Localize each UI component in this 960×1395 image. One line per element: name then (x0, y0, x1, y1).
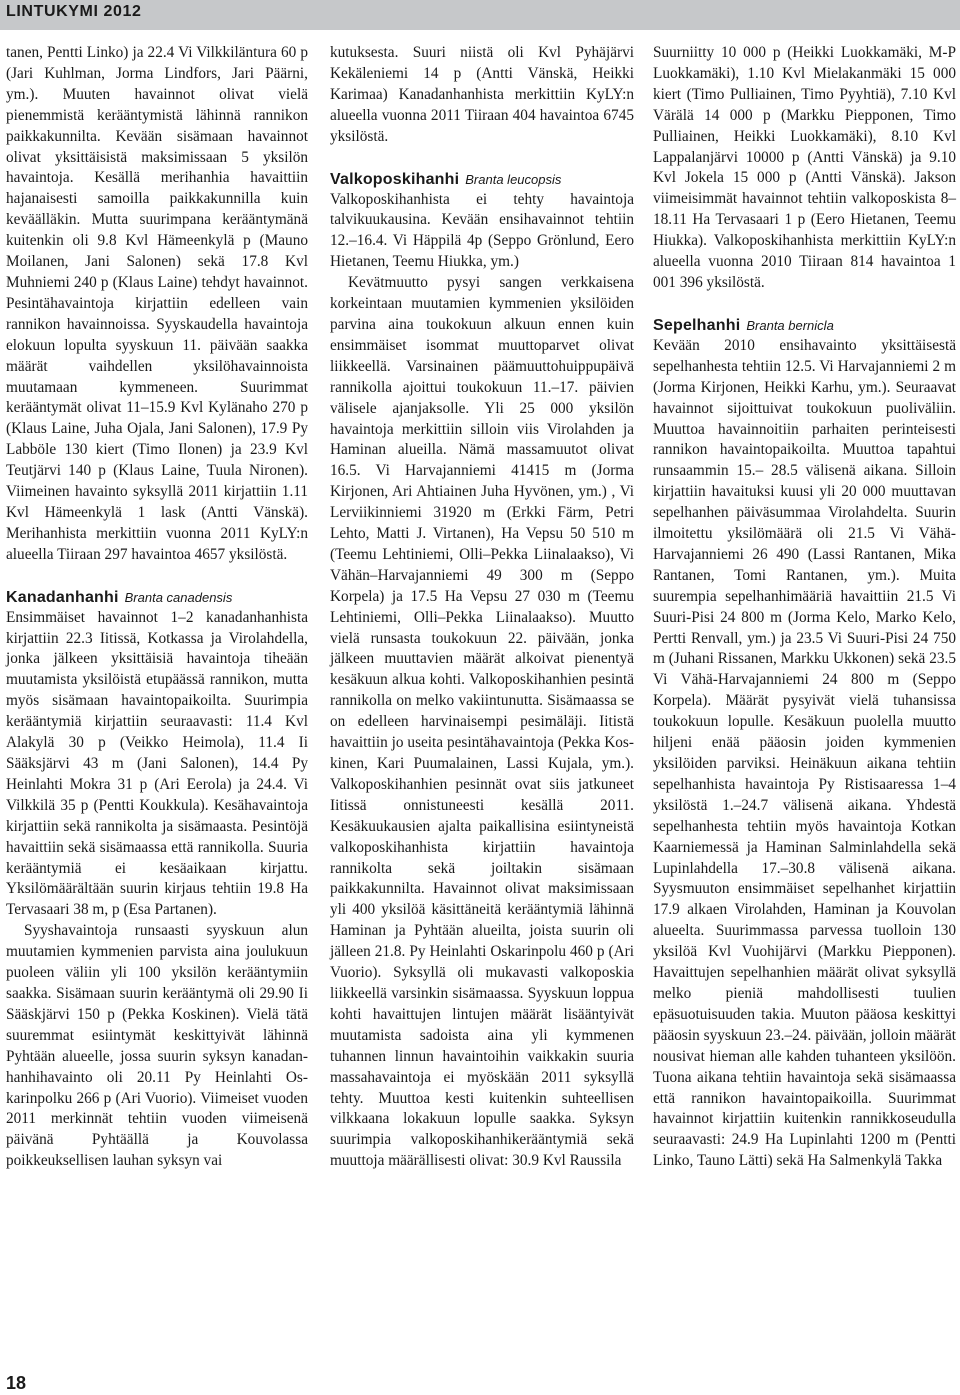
text-column-3 (653, 43, 956, 1172)
species-heading-finnish: Kanadanhanhi (6, 588, 119, 606)
paragraph: Kevätmuutto pysyi sangen verkkaisena korkeintaan muutamien kymmenien yksilöiden parvina aina toukokuun alkuun ennen kuin ensimmäiset isommat muuttoparvet olivat liikkeellä. Varsinainen päämuuttohuippupäivä rannikolla ajoittui toukokuun 11.–17. päivien välisele ajanjaksolle. Yli 25 000 yksilön havaintoja merkittiin silloin viis Virolahden ja Haminan alueilla. Nämä massamuutot olivat 16.5. Vi Harvajanniemi 41415 m (Jorma Kirjonen, Ari Ahtiainen Juha Hyvönen, ym.) , Vi Lerviikinniemi 31920 m (Erkki Färm, Petri Lehto, Matti J. Virtanen), Ha Vepsu 50 510 m (Teemu Lehtiniemi, Olli–Pekka Liinalaakso), Vi Vähän–Harvajanniemi 49 300 m (Seppo Korpela) ja 17.5 Ha Vepsu 27 030 m (Teemu Lehtiniemi, Olli–Pekka Liinalaakso). Muutto vielä runsasta toukokuun 22. päivään, jonka jälkeen muuttavien määrät alkoivat pienentyä kesäkuun alkua kohti. Valkoposkihanhien pesintä rannikolla on melko vakiintunutta. Sisämaassa se on edelleen harvinaisempi pesimäläji. Iitistä havaittiin jo useita pesintähavaintoja (Pekka Koskinen, Kari Puumalainen, Lassi Kujala, ym.). Valkoposkihanhien pesinnät ovat siis jatkuneet Iitissä onnistuneesti kesällä 2011. Kesäkuukausien ajalta paikallisina esiintyneistä valkoposkihanhista kirjattiin havaintoja rannikolta sekä joiltakin sisämaan paikkakunnilta. Havainnot olivat maksimissaan yli 400 yksilöä käsittäneitä kerääntymiä lähinnä Haminan ja Pyhtään alueilta, joista suurin oli jälleen 21.8. Py Heinlahti Oskarinpolu 460 p (Ari Vuorio). Syksyllä oli mukavasti valkoposkia liikkeellä varsinkin sisämaassa. Syyskuun loppua kohti havaittujen lintujen määrät lisääntyivät muutamista sadoista aina yli kymmenen tuhannen linnun havaintoihin vaikkakin suuria massahavaintoja ei myöskään 2011 syksyllä tehty. Muuttoa kesti kuitenkin suhteellisen vilkkaana lokakuun lopulle saakka. Syksyn suurimpia valkoposkihanhikerääntymiä sekä muuttoja määrällisesti olivat: 30.9 Kvl Raussila (330, 274, 634, 1170)
header-band (0, 0, 960, 30)
paragraph: kutuksesta. Suuri niistä oli Kvl Pyhäjärvi Kekäleniemi 14 p (Antti Vänskä, Heikki Karimaa) Kanadanhanhista merkittiin KyLY:n alueella vuonna 2011 Tiiraan 404 havaintoa 6745 yksilöstä. (330, 44, 634, 145)
text-column-2 (330, 43, 634, 1172)
paragraph: Syyshavaintoja runsaasti syyskuun alun muutamien kymmenien parvista aina joulukuun puoleen väliin yli 100 yksilön kerääntymiin saakka. Sisämaan suurin kerääntymä oli 29.90 Ii Sääskjärvi 150 p (Pekka Koskinen). Vielä tätä suuremmat esiintymät keskittyivät lähinnä Pyhtään alueelle, jossa suurin syksyn kanadanhanhihavainto oli 20.11 Py Heinlahti Oskarinpolku 266 p (Ari Vuorio). Viimeiset vuoden 2011 merkinnät tehtiin vuoden viimeisenä päivänä Pyhtäällä ja Kouvolassa poikkeuksellisen lauhan syksyn vai (6, 922, 308, 1170)
page-number: 18 (6, 1373, 27, 1393)
paragraph: Valkoposkihanhista ei tehty havaintoja talvikuukausina. Kevään ensihavainnot tehtiin 12.–16.4. Vi Häppilä 4p (Seppo Grönlund, Eero Hietanen, Teemu Hiukka, ym.) (330, 190, 634, 271)
species-heading-kanadanhanhi (6, 587, 308, 608)
publication-title: LINTUKYMI 2012 (6, 3, 142, 20)
paragraph: Ensimmäiset havainnot 1–2 kanadanhanhista kirjattiin 22.3 Iitissä, Kotkassa ja Virolahdella, jonka jälkeen yksittäisiä havaintoja tiheään muutamista yksilöistä etupäässä rannikon, mutta myös sisämaan havaintopaikoilta. Suurimpia kerääntymiä kirjattiin seuraavasti: 11.4 Kvl Alakylä 30 p (Veikko Heimola), 11.4 Ii Sääksjärvi 43 m (Jani Salonen), 14.4 Py Heinlahti Mokra 31 p (Ari Eerola) ja 24.4. Vi Vilkkilä 35 p (Pentti Koukkula). Kesähavaintoja kirjattiin sekä rannikolta ja sisämaasta. Pesintöjä havaittiin sekä sisämaassa että rannikolla. Suuria kerääntymiä ei kesäaikaan kirjattu. Yksilömäärältään suurin kirjaus tehtiin 19.8 Ha Tervasaari 38 m, p (Esa Partanen). (6, 608, 308, 919)
text-column-1 (6, 43, 308, 1172)
species-heading-finnish: Sepelhanhi (653, 316, 741, 334)
paragraph: Suurniitty 10 000 p (Heikki Luokkamäki, M-P Luokkamäki), 1.10 Kvl Mielakanmäki 15 000 kiert (Timo Pulliainen, Timo Pyyhtiä), 7.10 Kvl Värälä 14 000 p (Markku Piepponen, Timo Pulliainen, Heikki Luokkamäki), 8.10 Kvl Lappalanjärvi 10000 p (Antti Vänskä) ja 9.10 Kvl Jokela 15 000 p (Antti Vänskä). Jakson viimeisimmät havainnot tehtiin valkoposkista 8–18.11 Ha Tervasaari 1 p (Eero Hietanen, Teemu Hiukka). Valkoposkihanhista merkittiin KyLY:n alueella vuonna 2010 Tiiraan 814 havaintoa 1 001 396 yksilöstä. (653, 44, 956, 291)
species-heading-sepelhanhi (653, 315, 956, 336)
species-heading-finnish: Valkoposkihanhi (330, 170, 460, 188)
paragraph: tanen, Pentti Linko) ja 22.4 Vi Vilkkiläntura 60 p (Jari Kuhlman, Jorma Lindfors, Jari Päärni, ym.). Muuten havainnot olivat vielä pienemmistä kerääntymistä lähinnä rannikon paikkakunnilta. Kevään sisämaan havainnot olivat yksittäisistä maksimissaan 5 yksilön havaintoja. Kesällä merihanhia havaittiin hajanaisesti samoilla paikkakunnilla kuin keväälläkin. Mutta suurimpana kerääntymänä kuitenkin oli 9.8 Kvl Hämeenkylä p (Mauno Moilanen, Jani Salonen) sekä 17.8 Kvl Muhniemi 240 p (Klaus Laine) tehdyt havainnot. Pesintähavaintoja kirjattiin edelleen vain rannikon havainnoissa. Syyskaudella havaintoja elokuun lopulta syyskuun 11. päivään saakka määrät vaihdellen yksilöhavainnoista muutamaan kymmeneen. Suurimmat kerääntymät olivat 11–15.9 Kvl Kylänaho 270 p (Klaus Laine, Juha Ojala, Jani Salonen), 17.9 Py Labböle 130 kiert (Timo Ilonen) ja 23.9 Kvl Teutjärvi 140 p (Klaus Laine, Tuula Nironen). Viimeinen havainto syksyllä 2011 kirjattiin 1.11 Kvl Hämeenkylä 1 lask (Antti Vänskä). Merihanhista merkittiin vuonna 2011 KyLY:n alueella Tiiraan 297 havaintoa 4657 yksilöstä. (6, 44, 308, 563)
species-heading-scientific: Branta canadensis (124, 589, 233, 605)
paragraph: Kevään 2010 ensihavainto yksittäisestä sepelhanhesta tehtiin 12.5. Vi Harvajanniemi 2 m (Jorma Kirjonen, Heikki Karhu, ym.). Seuraavat havainnot sijoittuivat toukokuun puoliväliin. Muuttoa havainnoitiin parhaiten perinteisesti rannikon havaintopaikoilta. Muuttoa tapahtui runsaammin 15.– 28.5 välisenä aikana. Silloin kirjattiin havaituksi kuusi yli 20 000 muuttavan sepelhanhen päiväsummaa Virolahdelta. Suurin ilmoitettu yksilömäärä oli 21.5 Vi Vähä-Harvajanniemi 26 490 (Lassi Rantanen, Mika Rantanen, Tomi Rantanen, ym.). Muita suurempia sepelhanhimääriä havaittiin 21.5 Vi Suuri-Pisi 24 800 m (Jorma Kelo, Marko Kelo, Pertti Renvall, ym.) ja 23.5 Vi Suuri-Pisi 24 750 m (Juhani Rissanen, Markku Ukkonen) sekä 23.5 Vi Vähä-Harvajanniemi 24 800 m (Seppo Korpela). Määrät pysyivät vielä tuhansissa toukokuun lopulle. Kesäkuun puolella muutto hiljeni enää pääosin joiden kymmenien yksilöiden parviksi. Heinäkuun aikana tehtiin sepelhanhista havaintoja Py Ristisaaressa 1–4 yksilöstä 1.–24.7 välisenä aikana. Yhdestä sepelhanhesta tehtiin myös havaintoja Kotkan Kaarniemessä ja Haminan Salminlahdella sekä Lupinlahdella 17.–30.8 välisenä aikana. Syysmuuton ensimmäiset sepelhanhet kirjattiin 17.9 alkaen Virolahden, Haminan ja Kouvolan alueelta. Suurimmassa parvessa tuolloin 130 yksilöä Kvl Vuohijärvi (Markku Piepponen). Havaittujen sepelhanhien määrät olivat syksyllä melko pieniä mahdollisesti tuulien epäsuotuisuuden takia. Muuton pääosa keskittyi pääosin syyskuun 23.–24. päivään, jolloin määrät nousivat hieman alle kahden tuhanteen yksilöön. Tuona aikana tehtiin havaintoja sekä sisämaassa että rannikon havaintopaikoilla. Suurimmat havainnot kirjattiin kuitenkin rannikkoseudulla seuraavasti: 24.9 Ha Lupinlahti 1200 m (Pentti Linko, Tauno Lätti) sekä Ha Salmenkylä Takka (653, 336, 956, 1170)
species-heading-valkoposkihanhi (330, 169, 634, 190)
species-heading-scientific: Branta bernicla (746, 317, 834, 333)
species-heading-scientific: Branta leucopsis (465, 171, 562, 187)
